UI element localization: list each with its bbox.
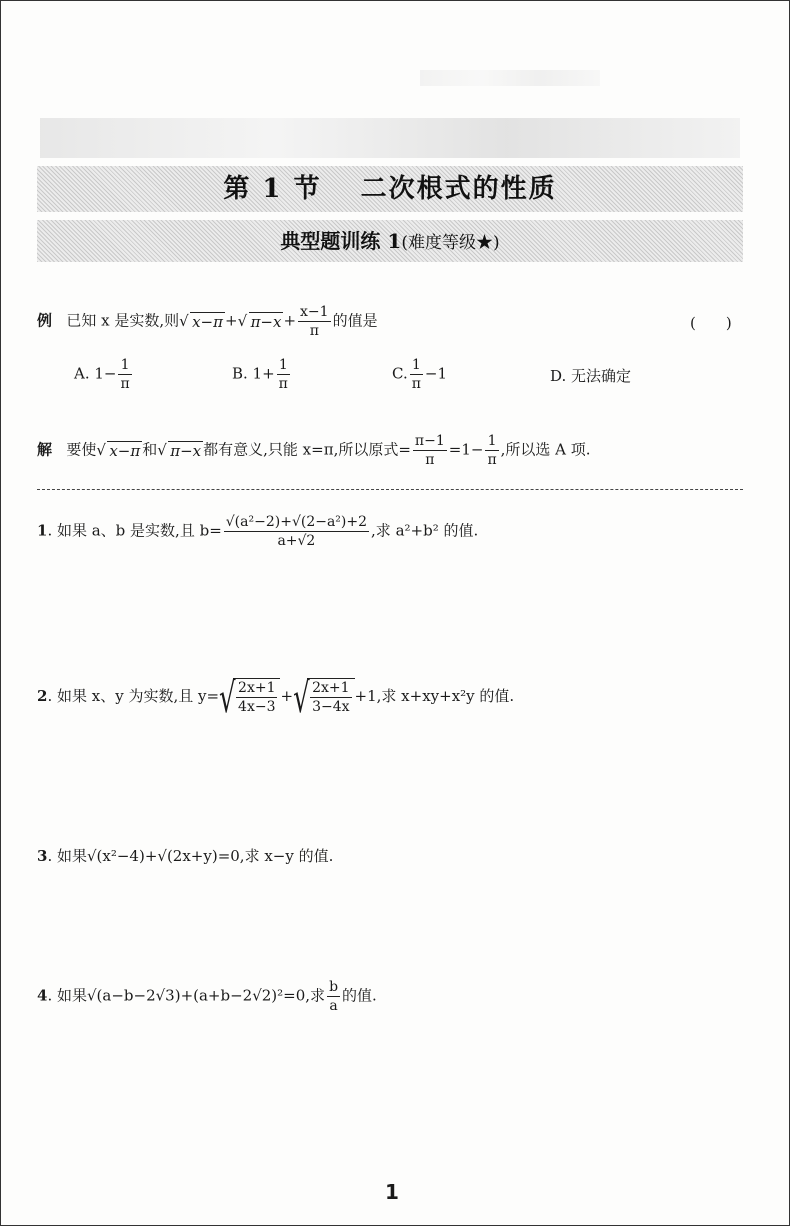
- scan-smudge: [420, 70, 600, 86]
- problem-2: 2. 如果 x、y 为实数,且 y= √ $\frac{2x+1}{4x-3}$ + √ $\frac{2x+1}{3-4x}$ +1,求 x+xy+x²y 的值.: [37, 678, 514, 716]
- answer-blank[interactable]: ( ): [690, 314, 732, 332]
- option-d[interactable]: D. 无法确定: [550, 367, 632, 385]
- sqrt-term: √ x−π: [179, 313, 225, 331]
- scan-smudge: [40, 118, 740, 158]
- sqrt-term: √ π−x: [238, 313, 284, 331]
- example-prefix: 已知 x 是实数,则: [66, 311, 180, 330]
- problem-1: 1. 如果 a、b 是实数,且 b= $\frac{\text{√(a²−2)+√(2−a²)+2}}{a+√2}$ ,求 a²+b² 的值.: [37, 514, 479, 549]
- subsection-banner: [37, 220, 743, 262]
- subsection-title: 典型题训练 1: [280, 229, 402, 253]
- fraction: $\frac{x-1}{\pi}$: [300, 304, 329, 339]
- option-c[interactable]: C. $\frac{1}{\pi}$ −1: [392, 357, 448, 392]
- difficulty-level: (难度等级★): [401, 233, 500, 253]
- section-title-banner: [37, 166, 743, 212]
- example-label: 例: [37, 311, 53, 330]
- fraction: $\frac{\text{√(a²−2)+√(2−a²)+2}}{a+√2}$: [225, 514, 368, 549]
- solution: 解 要使√ x−π 和√ π−x 都有意义,只能 x=π,所以原式= $\frac{\pi-1}{\pi}$ =1− $\frac{1}{\pi}$ ,所以选 A 项.: [37, 432, 591, 469]
- section-title: 第 1 节 二次根式的性质: [223, 174, 557, 204]
- problem-4: 4. 如果√(a−b−2√3)+(a+b−2√2)²=0,求 $\frac{b}{a}$ 的值.: [37, 979, 377, 1014]
- example-suffix: 的值是: [332, 311, 378, 330]
- page-number: 1: [385, 1180, 399, 1204]
- divider-dashed: [37, 489, 743, 490]
- example-question: 例 已知 x 是实数,则√ x−π +√ π−x + $\frac{x-1}{\pi}$ 的值是: [37, 303, 378, 340]
- solution-label: 解: [37, 440, 53, 459]
- option-a[interactable]: A. 1− $\frac{1}{\pi}$: [74, 357, 130, 392]
- option-b[interactable]: B. 1+ $\frac{1}{\pi}$: [232, 357, 288, 392]
- problem-3: 3. 如果√(x²−4)+√(2x+y)=0,求 x−y 的值.: [37, 847, 334, 865]
